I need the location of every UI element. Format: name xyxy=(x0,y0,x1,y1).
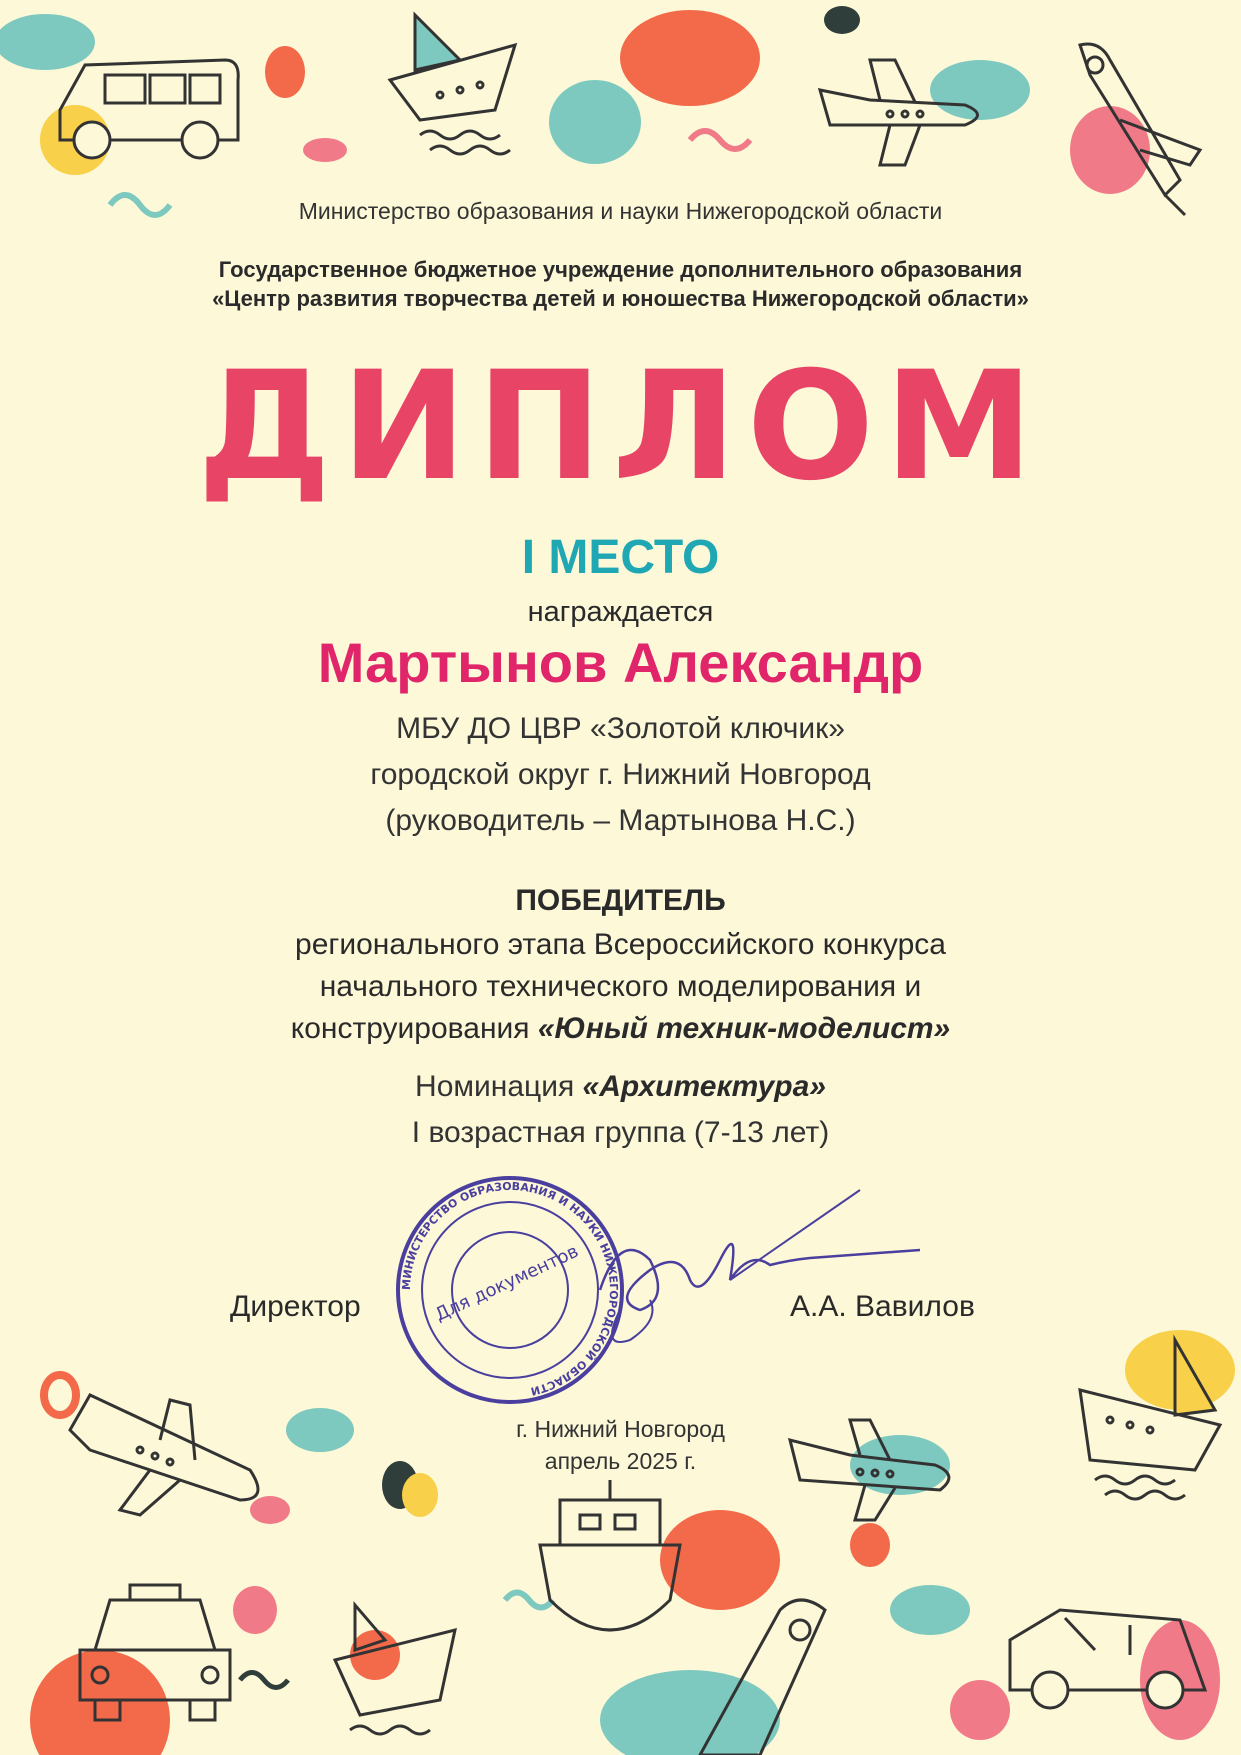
footer-date: апрель 2025 г. xyxy=(544,1448,697,1474)
institution-name-line1: Государственное бюджетное учреждение дополнительного образования xyxy=(218,257,1023,282)
teal-cloud-blob xyxy=(890,1585,970,1635)
nomination xyxy=(0,1070,1241,1104)
district: городской округ г. Нижний Новгород xyxy=(370,758,871,791)
dark-blob xyxy=(824,6,860,34)
footer-city: г. Нижний Новгород xyxy=(516,1416,725,1442)
pink-blob xyxy=(250,1496,290,1524)
teal-cloud-blob xyxy=(0,14,95,70)
diploma-title: ДИПЛОМ xyxy=(197,340,1044,514)
pink-blob xyxy=(950,1680,1010,1740)
sailboat-icon xyxy=(390,15,515,154)
dark-squiggle xyxy=(240,1673,288,1688)
teal-cloud-blob xyxy=(600,1670,780,1755)
teal-blob xyxy=(549,80,641,164)
leader: (руководитель – Мартынова Н.С.) xyxy=(385,804,856,837)
recipient-name: Мартынов Александр xyxy=(317,631,924,694)
winner-label: ПОБЕДИТЕЛЬ xyxy=(515,884,726,917)
ministry-name: Министерство образования и науки Нижегородской области xyxy=(298,198,943,224)
ship-icon xyxy=(540,1480,680,1630)
awarded-label: награждается xyxy=(527,596,714,628)
signer-name: А.А. Вавилов xyxy=(790,1290,975,1323)
nomination-value: «Архитектура» xyxy=(582,1070,826,1103)
pink-squiggle xyxy=(690,131,750,149)
age-group: I возрастная группа (7-13 лет) xyxy=(411,1116,830,1149)
contest-line1: регионального этапа Всероссийского конкурса xyxy=(295,928,946,961)
director-label: Директор xyxy=(230,1290,361,1323)
contest-line3-prefix: конструирования xyxy=(290,1012,538,1045)
svg-text:МИНИСТЕРСТВО ОБРАЗОВАНИЯ И НАУ: МИНИСТЕРСТВО ОБРАЗОВАНИЯ И НАУКИ НИЖЕГОРОДСКОЙ ОБЛАСТИ xyxy=(399,1179,621,1398)
orange-blob xyxy=(44,1375,76,1415)
pink-blob xyxy=(233,1586,277,1634)
teal-cloud-blob xyxy=(930,60,1030,120)
nomination-label: Номинация xyxy=(415,1070,583,1103)
contest-line2: начального технического моделирования и xyxy=(319,970,922,1003)
organization: МБУ ДО ЦВР «Золотой ключик» xyxy=(396,712,845,745)
contest-name: «Юный техник-моделист» xyxy=(537,1012,951,1045)
pink-blob xyxy=(303,138,347,162)
contest-line3 xyxy=(0,1012,1241,1046)
institution-name-line2: «Центр развития творчества детей и юношества Нижегородской области» xyxy=(212,286,1029,311)
orange-blob xyxy=(850,1523,890,1567)
handwritten-signature xyxy=(580,1170,940,1370)
place-label: I МЕСТО xyxy=(521,531,720,584)
orange-blob xyxy=(620,10,760,106)
teal-squiggle xyxy=(505,1593,553,1608)
orange-blob xyxy=(265,46,305,98)
svg-text:Для документов: Для документов xyxy=(431,1240,582,1326)
yellow-blob xyxy=(402,1473,438,1517)
